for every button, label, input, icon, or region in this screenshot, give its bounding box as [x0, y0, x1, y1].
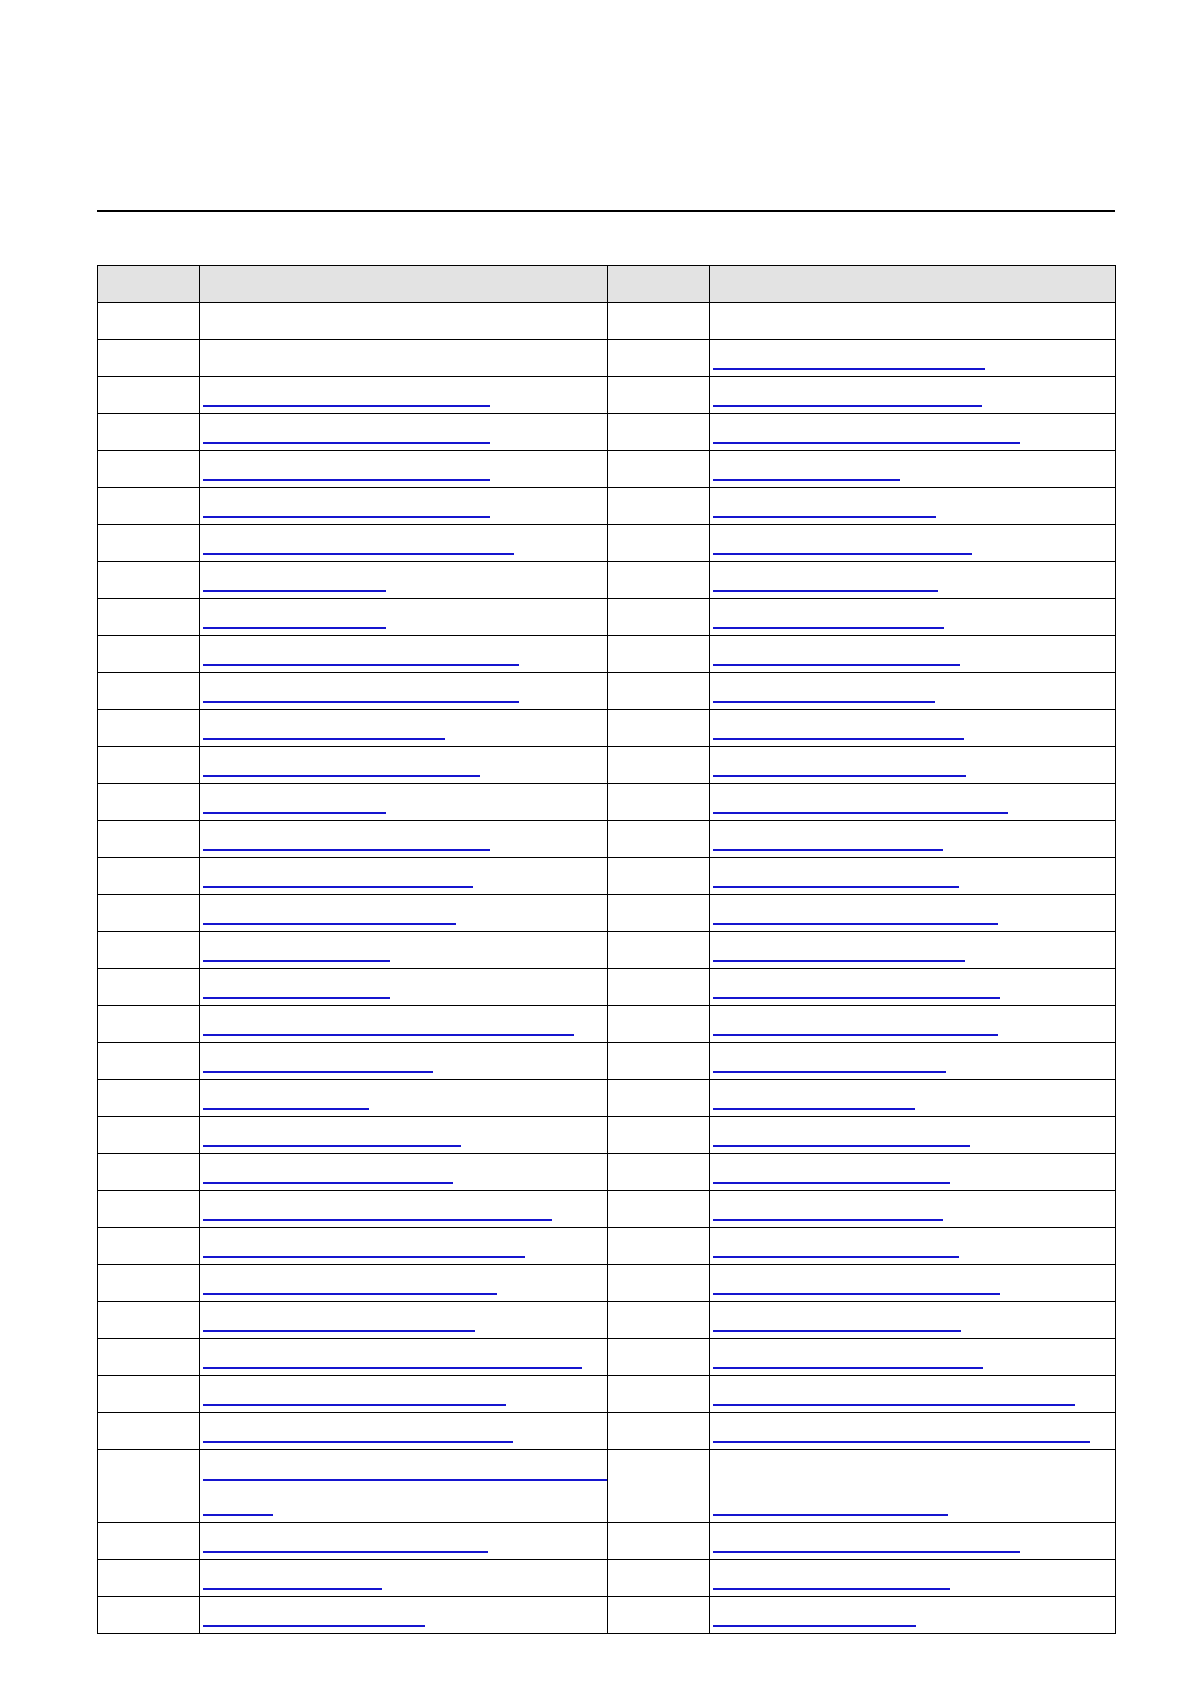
row-number-cell — [608, 1339, 710, 1376]
link-text[interactable] — [713, 960, 965, 962]
row-number-cell — [608, 1302, 710, 1339]
link-cell — [710, 340, 1116, 377]
link-text[interactable] — [203, 1441, 513, 1443]
link-text[interactable] — [713, 886, 959, 888]
link-cell — [710, 710, 1116, 747]
row-number-cell — [608, 932, 710, 969]
link-text[interactable] — [713, 1293, 1000, 1295]
link-cell — [200, 1265, 608, 1302]
link-text[interactable] — [203, 1256, 525, 1258]
link-cell — [710, 1080, 1116, 1117]
row-number-cell — [98, 821, 200, 858]
table-row — [98, 1265, 1116, 1302]
link-text[interactable] — [713, 1625, 916, 1627]
row-number-cell — [608, 562, 710, 599]
link-text[interactable] — [203, 738, 445, 740]
link-text[interactable] — [203, 664, 519, 666]
table-row — [98, 414, 1116, 451]
row-number-cell — [608, 895, 710, 932]
link-text[interactable] — [203, 701, 519, 703]
row-number-cell — [608, 858, 710, 895]
row-number-cell — [608, 1560, 710, 1597]
row-number-cell — [608, 1265, 710, 1302]
link-cell — [710, 821, 1116, 858]
link-text[interactable] — [203, 1479, 607, 1516]
link-text[interactable] — [713, 923, 998, 925]
link-text[interactable] — [203, 1034, 574, 1036]
row-number-cell — [608, 673, 710, 710]
table-row — [98, 1339, 1116, 1376]
link-cell — [200, 303, 608, 340]
link-cell — [200, 636, 608, 673]
row-number-cell — [608, 1228, 710, 1265]
row-number-cell — [608, 969, 710, 1006]
link-text[interactable] — [203, 775, 480, 777]
link-text[interactable] — [713, 590, 938, 592]
row-number-cell — [608, 1413, 710, 1450]
link-cell — [710, 1413, 1116, 1450]
link-text[interactable] — [713, 405, 982, 407]
link-text[interactable] — [203, 516, 490, 518]
row-number-cell — [98, 1302, 200, 1339]
row-number-cell — [98, 1043, 200, 1080]
link-text[interactable] — [713, 1367, 983, 1369]
row-number-cell — [608, 1043, 710, 1080]
table-body — [98, 303, 1116, 1634]
table-row — [98, 1043, 1116, 1080]
link-text[interactable] — [713, 664, 960, 666]
link-cell — [200, 1302, 608, 1339]
link-cell — [710, 1597, 1116, 1634]
row-number-cell — [98, 1339, 200, 1376]
table-row — [98, 673, 1116, 710]
column-header — [608, 266, 710, 303]
row-number-cell — [98, 1376, 200, 1413]
link-text[interactable] — [203, 1551, 488, 1553]
table-row — [98, 1006, 1116, 1043]
link-cell — [710, 969, 1116, 1006]
row-number-cell — [608, 599, 710, 636]
link-cell — [200, 895, 608, 932]
link-cell — [710, 488, 1116, 525]
link-table — [97, 265, 1116, 1634]
link-cell — [710, 599, 1116, 636]
link-text[interactable] — [713, 516, 936, 518]
link-cell — [200, 377, 608, 414]
row-number-cell — [98, 414, 200, 451]
link-cell — [710, 1006, 1116, 1043]
column-header — [98, 266, 200, 303]
link-cell — [200, 1376, 608, 1413]
row-number-cell — [98, 1560, 200, 1597]
table-row — [98, 1376, 1116, 1413]
column-header — [200, 266, 608, 303]
link-text[interactable] — [203, 590, 386, 592]
link-text[interactable] — [713, 997, 1000, 999]
link-text[interactable] — [203, 1145, 461, 1147]
row-number-cell — [608, 1080, 710, 1117]
link-cell — [710, 1376, 1116, 1413]
table-row — [98, 969, 1116, 1006]
link-cell — [710, 784, 1116, 821]
row-number-cell — [608, 1523, 710, 1560]
row-number-cell — [98, 969, 200, 1006]
link-text[interactable] — [203, 886, 473, 888]
link-text[interactable] — [713, 553, 972, 555]
link-cell — [200, 451, 608, 488]
row-number-cell — [98, 1080, 200, 1117]
row-number-cell — [98, 599, 200, 636]
link-text[interactable] — [203, 627, 386, 629]
row-number-cell — [608, 1154, 710, 1191]
link-text[interactable] — [203, 849, 490, 851]
row-number-cell — [608, 747, 710, 784]
link-text[interactable] — [203, 1108, 369, 1110]
row-number-cell — [98, 858, 200, 895]
link-cell — [200, 599, 608, 636]
table-row — [98, 1523, 1116, 1560]
link-cell — [200, 858, 608, 895]
row-number-cell — [608, 1191, 710, 1228]
link-cell — [710, 1265, 1116, 1302]
row-number-cell — [608, 636, 710, 673]
link-text[interactable] — [203, 1219, 552, 1221]
link-cell — [200, 932, 608, 969]
link-text[interactable] — [203, 1182, 453, 1184]
link-text[interactable] — [203, 553, 514, 555]
table-row — [98, 932, 1116, 969]
link-cell — [200, 1080, 608, 1117]
link-cell — [200, 784, 608, 821]
link-cell — [200, 1043, 608, 1080]
link-cell — [200, 1228, 608, 1265]
row-number-cell — [98, 1117, 200, 1154]
link-text[interactable] — [203, 960, 390, 962]
link-cell — [200, 1154, 608, 1191]
row-number-cell — [608, 488, 710, 525]
link-text[interactable] — [713, 1256, 959, 1258]
row-number-cell — [98, 562, 200, 599]
link-cell — [710, 747, 1116, 784]
table-row — [98, 525, 1116, 562]
link-cell — [200, 673, 608, 710]
link-cell — [200, 747, 608, 784]
link-cell — [200, 1006, 608, 1043]
link-cell — [200, 340, 608, 377]
row-number-cell — [608, 1117, 710, 1154]
link-text[interactable] — [203, 1588, 382, 1590]
link-text[interactable] — [713, 1034, 998, 1036]
link-text[interactable] — [203, 1367, 582, 1369]
link-text[interactable] — [713, 1182, 950, 1184]
table-row — [98, 784, 1116, 821]
link-cell — [710, 303, 1116, 340]
link-cell — [200, 562, 608, 599]
link-text[interactable] — [203, 479, 490, 481]
row-number-cell — [98, 1450, 200, 1523]
link-cell — [200, 525, 608, 562]
row-number-cell — [98, 1228, 200, 1265]
link-text[interactable] — [713, 1514, 948, 1516]
row-number-cell — [608, 1376, 710, 1413]
link-cell — [200, 1117, 608, 1154]
link-cell — [710, 1154, 1116, 1191]
row-number-cell — [98, 1523, 200, 1560]
link-cell — [200, 1560, 608, 1597]
table-row — [98, 1560, 1116, 1597]
row-number-cell — [98, 636, 200, 673]
row-number-cell — [98, 377, 200, 414]
row-number-cell — [98, 525, 200, 562]
table-row — [98, 747, 1116, 784]
row-number-cell — [98, 451, 200, 488]
row-number-cell — [608, 784, 710, 821]
link-cell — [710, 1117, 1116, 1154]
row-number-cell — [98, 1265, 200, 1302]
link-cell — [710, 1523, 1116, 1560]
row-number-cell — [608, 1006, 710, 1043]
table-row — [98, 562, 1116, 599]
link-text[interactable] — [713, 849, 943, 851]
link-text[interactable] — [713, 627, 944, 629]
table-row — [98, 340, 1116, 377]
link-cell — [710, 1302, 1116, 1339]
link-cell — [710, 895, 1116, 932]
table-row — [98, 451, 1116, 488]
row-number-cell — [98, 1154, 200, 1191]
link-text[interactable] — [713, 1404, 1075, 1406]
link-cell — [710, 1228, 1116, 1265]
link-cell — [710, 673, 1116, 710]
link-text[interactable] — [203, 923, 456, 925]
row-number-cell — [608, 414, 710, 451]
link-cell — [710, 1450, 1116, 1523]
link-cell — [710, 377, 1116, 414]
link-cell — [710, 1043, 1116, 1080]
row-number-cell — [98, 1413, 200, 1450]
table-header — [98, 266, 1116, 303]
table-row — [98, 599, 1116, 636]
link-text[interactable] — [713, 1219, 943, 1221]
link-cell — [710, 932, 1116, 969]
row-number-cell — [98, 710, 200, 747]
link-text[interactable] — [713, 812, 1008, 814]
table-row — [98, 377, 1116, 414]
link-text[interactable] — [203, 1404, 506, 1406]
link-cell — [200, 1191, 608, 1228]
link-cell — [200, 1339, 608, 1376]
link-text[interactable] — [203, 442, 490, 444]
link-cell — [710, 451, 1116, 488]
row-number-cell — [608, 377, 710, 414]
row-number-cell — [98, 895, 200, 932]
link-text[interactable] — [203, 1330, 475, 1332]
table-row — [98, 1302, 1116, 1339]
link-text[interactable] — [203, 1071, 433, 1073]
link-text[interactable] — [713, 738, 964, 740]
link-text[interactable] — [713, 1441, 1090, 1443]
row-number-cell — [98, 673, 200, 710]
table-row — [98, 1228, 1116, 1265]
row-number-cell — [98, 340, 200, 377]
row-number-cell — [608, 303, 710, 340]
table-row — [98, 710, 1116, 747]
row-number-cell — [98, 747, 200, 784]
link-cell — [200, 1523, 608, 1560]
row-number-cell — [608, 821, 710, 858]
link-text[interactable] — [713, 1551, 1020, 1553]
table-row — [98, 303, 1116, 340]
link-cell — [200, 414, 608, 451]
table-row — [98, 1597, 1116, 1634]
link-text[interactable] — [713, 479, 900, 481]
link-cell — [710, 858, 1116, 895]
link-text[interactable] — [713, 775, 966, 777]
link-text[interactable] — [203, 405, 490, 407]
link-cell — [710, 525, 1116, 562]
link-text[interactable] — [203, 812, 386, 814]
link-text[interactable] — [203, 1293, 497, 1295]
table-row — [98, 1117, 1116, 1154]
link-text[interactable] — [713, 368, 985, 370]
link-cell — [710, 636, 1116, 673]
table-row — [98, 488, 1116, 525]
link-cell — [710, 1191, 1116, 1228]
row-number-cell — [98, 1006, 200, 1043]
table-row — [98, 1154, 1116, 1191]
row-number-cell — [608, 451, 710, 488]
table-row — [98, 636, 1116, 673]
link-cell — [200, 969, 608, 1006]
row-number-cell — [608, 1597, 710, 1634]
row-number-cell — [98, 1597, 200, 1634]
link-cell — [710, 562, 1116, 599]
link-text[interactable] — [713, 1330, 961, 1332]
link-cell — [710, 1560, 1116, 1597]
link-cell — [200, 1450, 608, 1523]
link-text[interactable] — [203, 1625, 425, 1627]
table-row — [98, 1450, 1116, 1523]
row-number-cell — [98, 303, 200, 340]
row-number-cell — [608, 1450, 710, 1523]
table-row — [98, 1080, 1116, 1117]
row-number-cell — [98, 784, 200, 821]
link-text[interactable] — [713, 1588, 950, 1590]
link-text[interactable] — [713, 442, 1020, 444]
link-cell — [200, 488, 608, 525]
row-number-cell — [98, 932, 200, 969]
row-number-cell — [608, 340, 710, 377]
link-cell — [710, 414, 1116, 451]
link-text[interactable] — [713, 1145, 970, 1147]
row-number-cell — [608, 525, 710, 562]
link-cell — [200, 1413, 608, 1450]
title-rule — [97, 210, 1115, 212]
link-cell — [200, 1597, 608, 1634]
row-number-cell — [98, 488, 200, 525]
table-row — [98, 858, 1116, 895]
link-cell — [200, 821, 608, 858]
row-number-cell — [608, 710, 710, 747]
link-text[interactable] — [713, 1108, 915, 1110]
link-text[interactable] — [713, 1071, 946, 1073]
link-cell — [710, 1339, 1116, 1376]
link-cell — [200, 710, 608, 747]
link-text[interactable] — [713, 701, 935, 703]
table-row — [98, 821, 1116, 858]
table-row — [98, 895, 1116, 932]
table-row — [98, 1413, 1116, 1450]
column-header — [710, 266, 1116, 303]
table-row — [98, 1191, 1116, 1228]
row-number-cell — [98, 1191, 200, 1228]
link-text[interactable] — [203, 997, 390, 999]
